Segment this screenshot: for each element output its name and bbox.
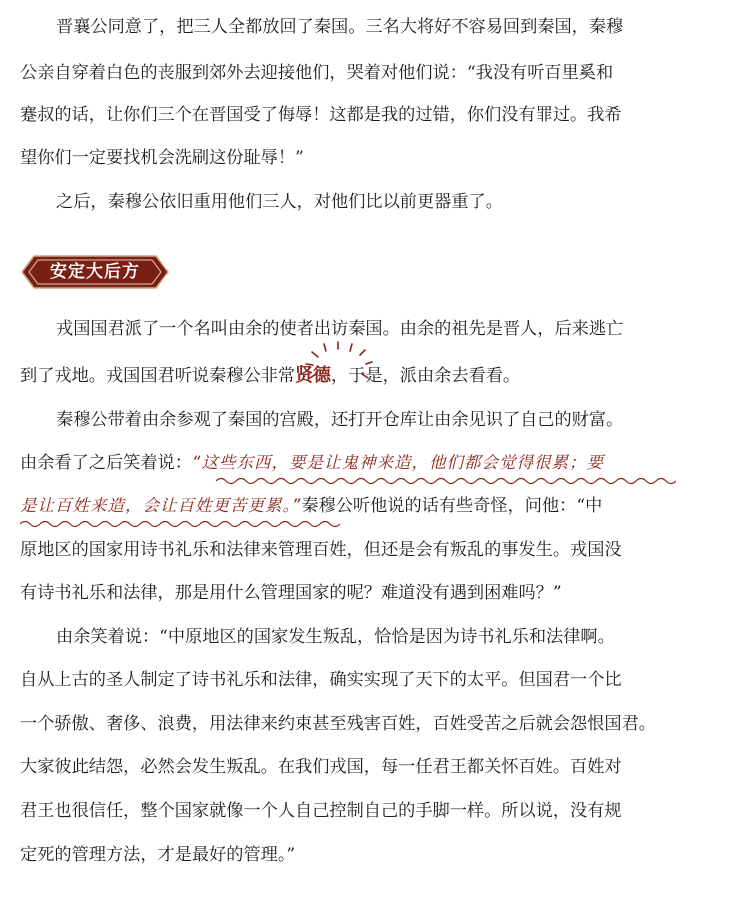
section-title: 安定大后方 bbox=[50, 262, 140, 282]
paragraph-line: 有诗书礼乐和法律，那是用什么管理国家的呢？难道没有遇到困难吗？” bbox=[20, 583, 562, 603]
paragraph-line bbox=[20, 491, 720, 521]
paragraph-line: 蹇叔的话，让你们三个在晋国受了侮辱！这都是我的过错，你们没有罪过。我希 bbox=[20, 105, 622, 125]
text-segment: 由余看了之后笑着说： bbox=[20, 453, 192, 473]
paragraph-line: 望你们一定要找机会洗刷这份耻辱！” bbox=[20, 148, 304, 168]
wavy-underline bbox=[20, 519, 342, 529]
handwritten-quote: “这些东西，要是让鬼神来造，他们都会觉得很累；要 bbox=[191, 453, 604, 472]
highlighted-word: 贤德 bbox=[295, 365, 332, 386]
wavy-underline bbox=[216, 476, 676, 486]
paragraph-line: 戎国国君派了一个名叫由余的使者出访秦国。由余的祖先是晋人，后来逃亡 bbox=[56, 319, 624, 339]
paragraph-line: 之后，秦穆公依旧重用他们三人，对他们比以前更器重了。 bbox=[56, 192, 503, 212]
paragraph-line: 秦穆公带着由余参观了秦国的宫殿，还打开仓库让由余见识了自己的财富。 bbox=[56, 410, 624, 430]
text-segment: 秦穆公听他说的话有些奇怪，问他：“中 bbox=[301, 496, 603, 516]
handwritten-quote: 是让百姓来造，会让百姓更苦更累。” bbox=[20, 496, 302, 515]
paragraph-line: 由余笑着说：“中原地区的国家发生叛乱，恰恰是因为诗书礼乐和法律啊。 bbox=[56, 627, 615, 647]
paragraph-line: 定死的管理方法，才是最好的管理。” bbox=[20, 845, 296, 865]
section-title-badge bbox=[20, 254, 170, 290]
paragraph-line: 君王也很信任，整个国家就像一个人自己控制自己的手脚一样。所以说，没有规 bbox=[20, 801, 622, 821]
paragraph-line: 原地区的国家用诗书礼乐和法律来管理百姓，但还是会有叛乱的事发生。戎国没 bbox=[20, 540, 622, 560]
paragraph-line: 一个骄傲、奢侈、浪费，用法律来约束甚至残害百姓，百姓受苦之后就会怨恨国君。 bbox=[20, 714, 656, 734]
paragraph-line: 自从上古的圣人制定了诗书礼乐和法律，确实实现了天下的太平。但国君一个比 bbox=[20, 670, 622, 690]
paragraph-line: 公亲自穿着白色的丧服到郊外去迎接他们，哭着对他们说：“我没有听百里奚和 bbox=[20, 63, 614, 83]
paragraph-line: 晋襄公同意了，把三人全都放回了秦国。三名大将好不容易回到秦国，秦穆 bbox=[56, 17, 624, 37]
text-segment: 到了戎地。戎国国君听说秦穆公非常 bbox=[20, 366, 296, 386]
paragraph-line bbox=[20, 448, 720, 478]
paragraph-line bbox=[20, 361, 680, 391]
paragraph-line: 大家彼此结怨，必然会发生叛乱。在我们戎国，每一任君王都关怀百姓。百姓对 bbox=[20, 757, 622, 777]
text-segment: ，于是，派由余去看看。 bbox=[331, 366, 521, 386]
